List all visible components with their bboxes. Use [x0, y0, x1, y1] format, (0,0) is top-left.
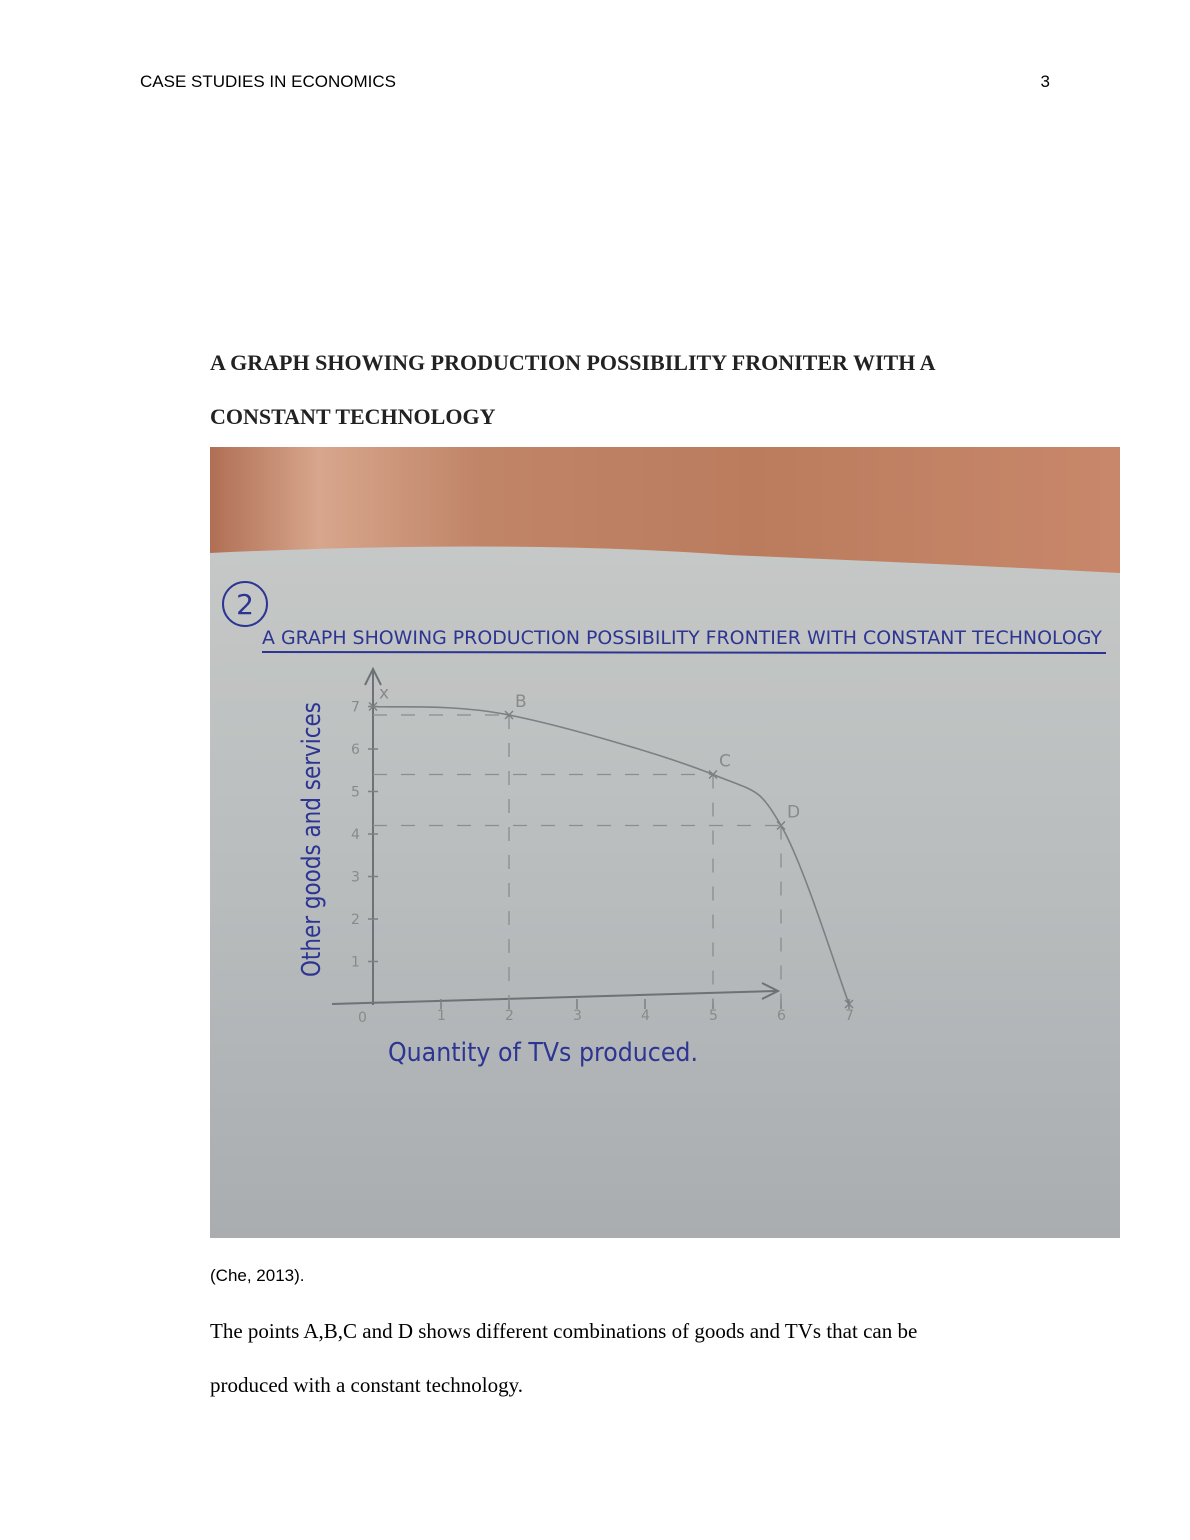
x-axis-label: Quantity of TVs produced. — [388, 1038, 698, 1068]
graph-photo — [210, 447, 1120, 1238]
running-head — [140, 72, 1050, 92]
x-tick-label: 6 — [777, 1008, 786, 1024]
point-label: B — [515, 692, 527, 712]
y-tick-label: 1 — [351, 954, 360, 971]
citation: (Che, 2013). — [210, 1266, 305, 1285]
paper-sheet — [210, 546, 1120, 1238]
figure-heading — [210, 336, 1090, 444]
handwritten-title: A GRAPH SHOWING PRODUCTION POSSIBILITY FRONTIER WITH CONSTANT TECHNOLOGY — [262, 627, 1103, 649]
x-tick-label: 1 — [437, 1008, 446, 1024]
y-tick-label: 4 — [351, 827, 360, 843]
point-label: x — [379, 683, 390, 704]
body-paragraph — [210, 1304, 1070, 1412]
x-tick-label: 2 — [505, 1008, 514, 1024]
paragraph-line-1: The points A,B,C and D shows different combinations of goods and TVs that can be — [210, 1319, 918, 1343]
x-tick-label: 4 — [641, 1008, 650, 1024]
y-axis-label: Other goods and services — [297, 644, 327, 977]
heading-line-2: CONSTANT TECHNOLOGY — [210, 404, 496, 429]
running-title: CASE STUDIES IN ECONOMICS — [140, 72, 396, 91]
y-tick-label: 5 — [351, 784, 360, 801]
origin-label: 0 — [358, 1010, 367, 1026]
page-number: 3 — [1040, 72, 1050, 91]
y-tick-label: 6 — [351, 742, 360, 758]
x-tick-label: 7 — [845, 1008, 854, 1024]
y-tick-label: 2 — [351, 912, 360, 928]
point-label: C — [719, 751, 731, 772]
title-underline — [262, 652, 1106, 653]
circled-number: 2 — [236, 588, 254, 621]
point-label: D — [787, 802, 801, 823]
x-tick-label: 5 — [709, 1008, 718, 1024]
graph-photo-svg — [210, 447, 1120, 1238]
heading-line-1: A GRAPH SHOWING PRODUCTION POSSIBILITY FRONITER WITH A — [210, 350, 936, 375]
x-tick-label: 3 — [573, 1008, 582, 1024]
y-tick-label: 7 — [351, 699, 360, 716]
paragraph-line-2: produced with a constant technology. — [210, 1373, 523, 1397]
y-tick-label: 3 — [351, 869, 360, 886]
